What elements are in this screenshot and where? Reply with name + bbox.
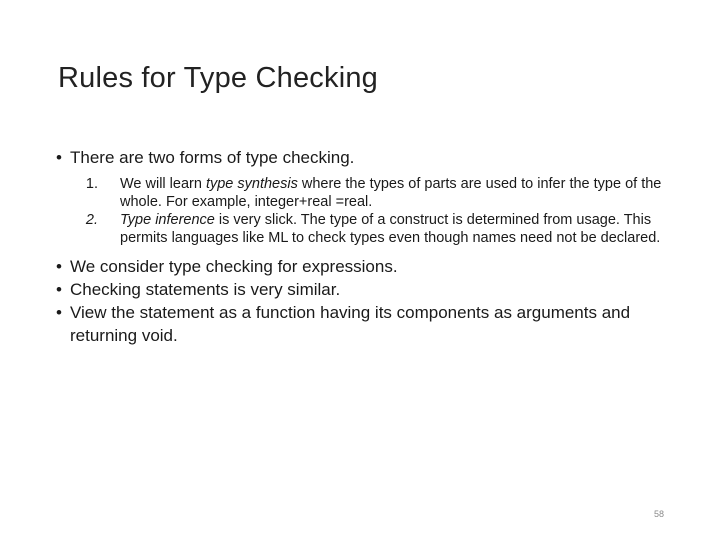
bullet-icon: • [56,148,62,167]
slide-title: Rules for Type Checking [58,62,379,94]
bullet-item-function [56,301,686,347]
bullet-text: There are two forms of type checking. [70,148,355,167]
item-number [84,211,98,229]
bullet-item-statements [56,278,686,301]
item-text-italic: Type inference [120,212,215,228]
bullet-list [56,146,686,347]
item-text-post: where the types of parts are used to infer the type of the whole. For example, integer+real =real. [120,176,662,210]
bullet-icon: • [56,303,62,322]
bullet-item-forms [56,146,686,169]
page-number: 58 [653,509,664,519]
item-text-pre: We will learn [120,176,206,192]
bullet-text: We consider type checking for expressions. [70,257,398,276]
bullet-icon: • [56,257,62,276]
item-text-italic: type synthesis [205,176,298,192]
bullet-icon: • [56,280,62,299]
numbered-list [56,175,686,247]
bullet-text: Checking statements is very similar. [70,280,341,299]
bullet-item-expressions [56,255,686,278]
item-number: 1. [85,176,98,192]
item-number-italic: 2. [85,212,98,228]
numbered-item-inference [56,211,686,247]
numbered-item-synthesis [56,175,686,211]
bullet-text: View the statement as a function having its components as arguments and returning void. [70,303,631,345]
item-text-post: is very slick. The type of a construct is determined from usage. This permits languages like ML to check types even though names need not be declared. [120,212,661,246]
